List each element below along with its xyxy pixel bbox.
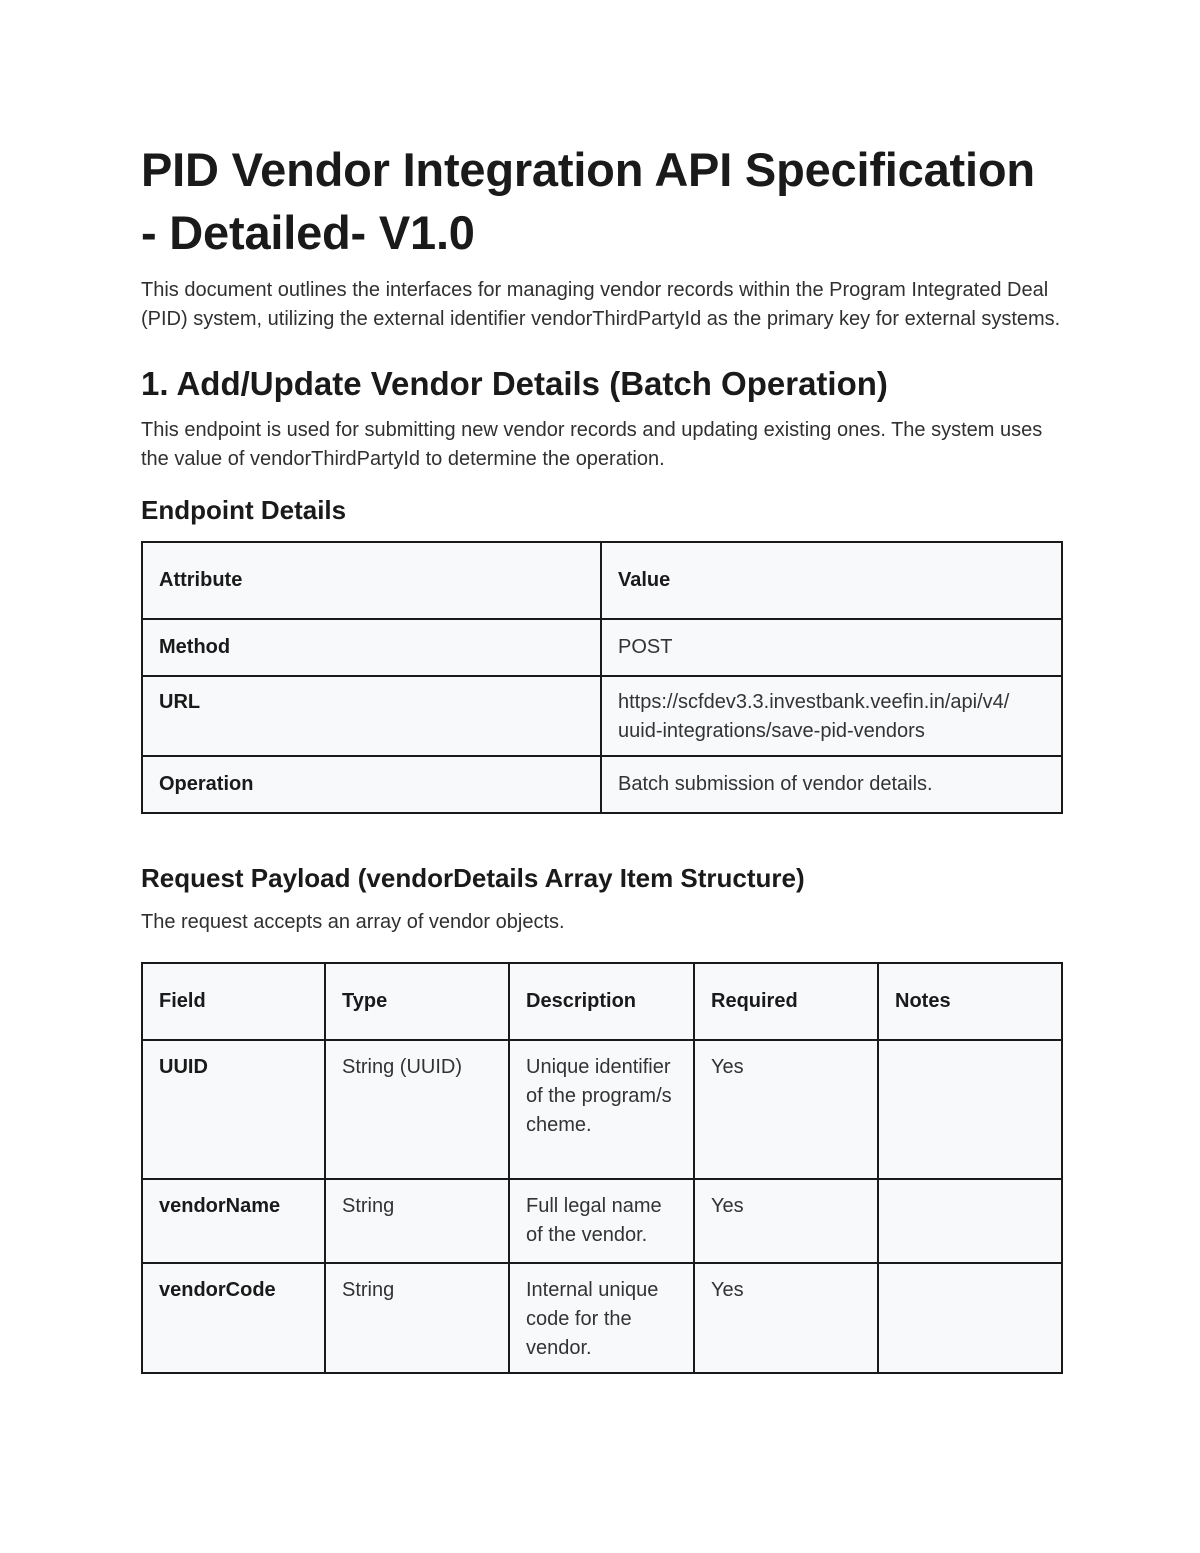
url-line: https://scfdev3.3.investbank.veefin.in/api/v4/	[618, 691, 1010, 713]
url-line: uuid-integrations/save-pid-vendors	[618, 720, 925, 742]
table-header-row	[142, 963, 1062, 1040]
column-header: Value	[601, 542, 1062, 619]
column-header: Attribute	[142, 542, 601, 619]
endpoint-details-table	[141, 541, 1063, 814]
notes-cell	[878, 1179, 1062, 1263]
endpoint-details-heading: Endpoint Details	[141, 495, 347, 525]
column-header: Field	[142, 963, 325, 1040]
value-cell: Batch submission of vendor details.	[601, 756, 1062, 813]
attribute-cell: Operation	[142, 756, 601, 813]
attribute-cell: Method	[142, 619, 601, 676]
type-cell: String	[325, 1179, 509, 1263]
description-cell: Unique identifier of the program/scheme.	[509, 1040, 694, 1179]
type-cell: String (UUID)	[325, 1040, 509, 1179]
table-header-row	[142, 542, 1062, 619]
notes-cell	[878, 1040, 1062, 1179]
payload-description: The request accepts an array of vendor objects.	[141, 911, 565, 933]
description-cell: Full legal name of the vendor.	[509, 1179, 694, 1263]
value-cell: POST	[601, 619, 1062, 676]
table-row	[142, 756, 1062, 813]
document-intro: This document outlines the interfaces for managing vendor records within the Program Integrated Deal (PID) system, utilizing the external identifier vendorThirdPartyId as the primary key for external systems.	[141, 279, 1061, 330]
value-cell	[601, 676, 1062, 756]
table-row	[142, 1179, 1062, 1263]
field-cell: vendorCode	[142, 1263, 325, 1373]
required-cell: Yes	[694, 1179, 878, 1263]
field-cell: vendorName	[142, 1179, 325, 1263]
attribute-cell: URL	[142, 676, 601, 756]
type-cell: String	[325, 1263, 509, 1373]
description-cell: Internal unique code for the vendor.	[509, 1263, 694, 1373]
required-cell: Yes	[694, 1263, 878, 1373]
notes-cell	[878, 1263, 1062, 1373]
request-payload-heading: Request Payload (vendorDetails Array Item Structure)	[141, 863, 805, 893]
table-row	[142, 1040, 1062, 1179]
section-description: This endpoint is used for submitting new vendor records and updating existing ones. The system uses the value of vendorThirdPartyId to determine the operation.	[141, 419, 1043, 470]
section-heading: 1. Add/Update Vendor Details (Batch Operation)	[141, 365, 888, 402]
request-payload-table	[141, 962, 1063, 1374]
document-title: PID Vendor Integration API Specification - Detailed- V1.0	[141, 143, 1035, 259]
column-header: Description	[509, 963, 694, 1040]
document-page	[141, 138, 1061, 1374]
table-row	[142, 619, 1062, 676]
column-header: Type	[325, 963, 509, 1040]
required-cell: Yes	[694, 1040, 878, 1179]
table-row	[142, 1263, 1062, 1373]
column-header: Required	[694, 963, 878, 1040]
table-row	[142, 676, 1062, 756]
field-cell: UUID	[142, 1040, 325, 1179]
column-header: Notes	[878, 963, 1062, 1040]
